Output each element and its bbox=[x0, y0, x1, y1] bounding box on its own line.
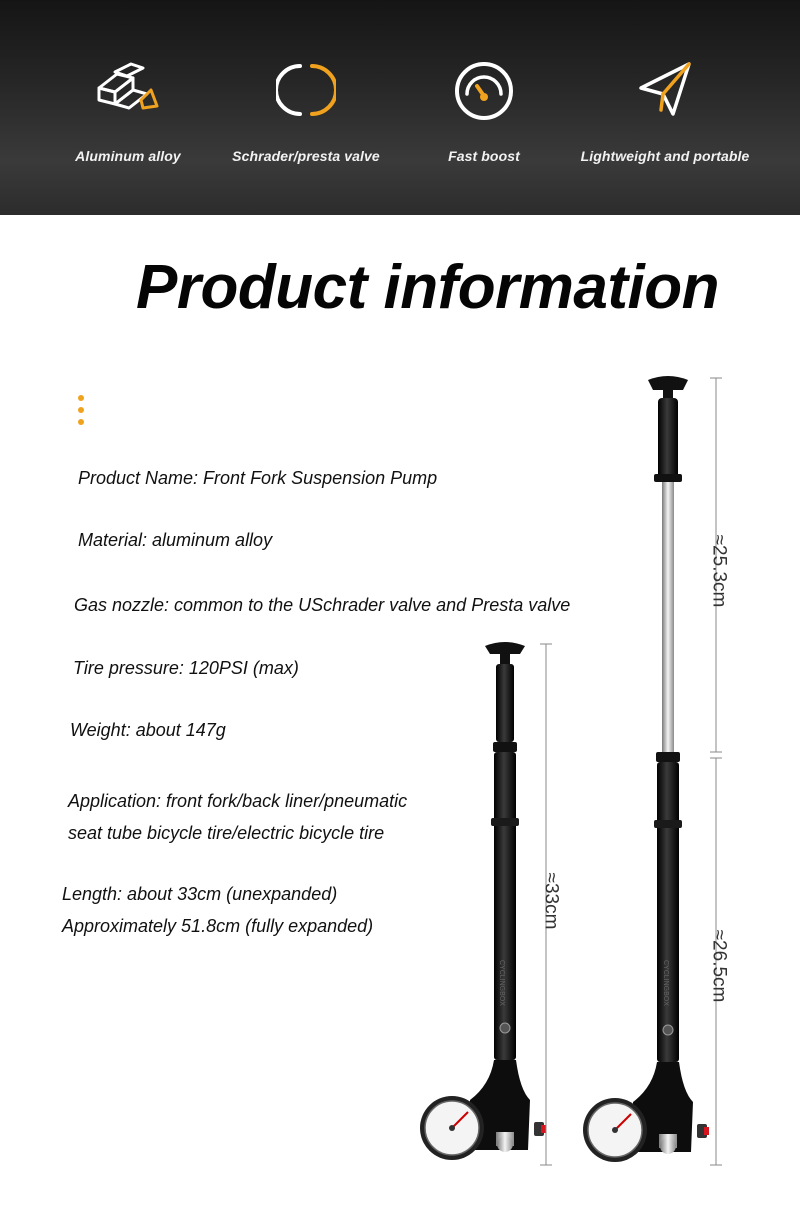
feature-label: Fast boost bbox=[448, 148, 520, 164]
feature-label: Aluminum alloy bbox=[75, 148, 181, 164]
spec-length-line2: Approximately 51.8cm (fully expanded) bbox=[62, 916, 374, 936]
spec-gas-nozzle: Gas nozzle: common to the USchrader valve and Presta valve bbox=[74, 595, 571, 615]
pump-expanded bbox=[583, 376, 709, 1162]
brand-marking-left: CYCLINGBOX bbox=[498, 960, 505, 1006]
spec-length-line1: Length: about 33cm (unexpanded) bbox=[62, 884, 338, 904]
pump-collapsed bbox=[420, 642, 546, 1160]
page-title: Product information bbox=[136, 253, 719, 322]
spec-material: Material: aluminum alloy bbox=[78, 530, 273, 550]
spec-weight: Weight: about 147g bbox=[70, 720, 226, 740]
dimension-collapsed-length: ≈33cm bbox=[540, 872, 562, 930]
feature-label: Schrader/presta valve bbox=[232, 148, 380, 164]
brand-marking-right: CYCLINGBOX bbox=[662, 960, 669, 1006]
spec-tire-pressure: Tire pressure: 120PSI (max) bbox=[73, 658, 299, 678]
dimension-expanded-lower: ≈26.5cm bbox=[708, 929, 730, 1003]
spec-product-name: Product Name: Front Fork Suspension Pump bbox=[78, 468, 438, 488]
dimension-expanded-upper: ≈25.3cm bbox=[708, 534, 730, 608]
feature-label: Lightweight and portable bbox=[580, 148, 750, 164]
dimension-lines bbox=[540, 378, 722, 1165]
spec-application-line1: Application: front fork/back liner/pneumatic bbox=[68, 791, 408, 811]
spec-application-line2: seat tube bicycle tire/electric bicycle tire bbox=[68, 823, 385, 843]
